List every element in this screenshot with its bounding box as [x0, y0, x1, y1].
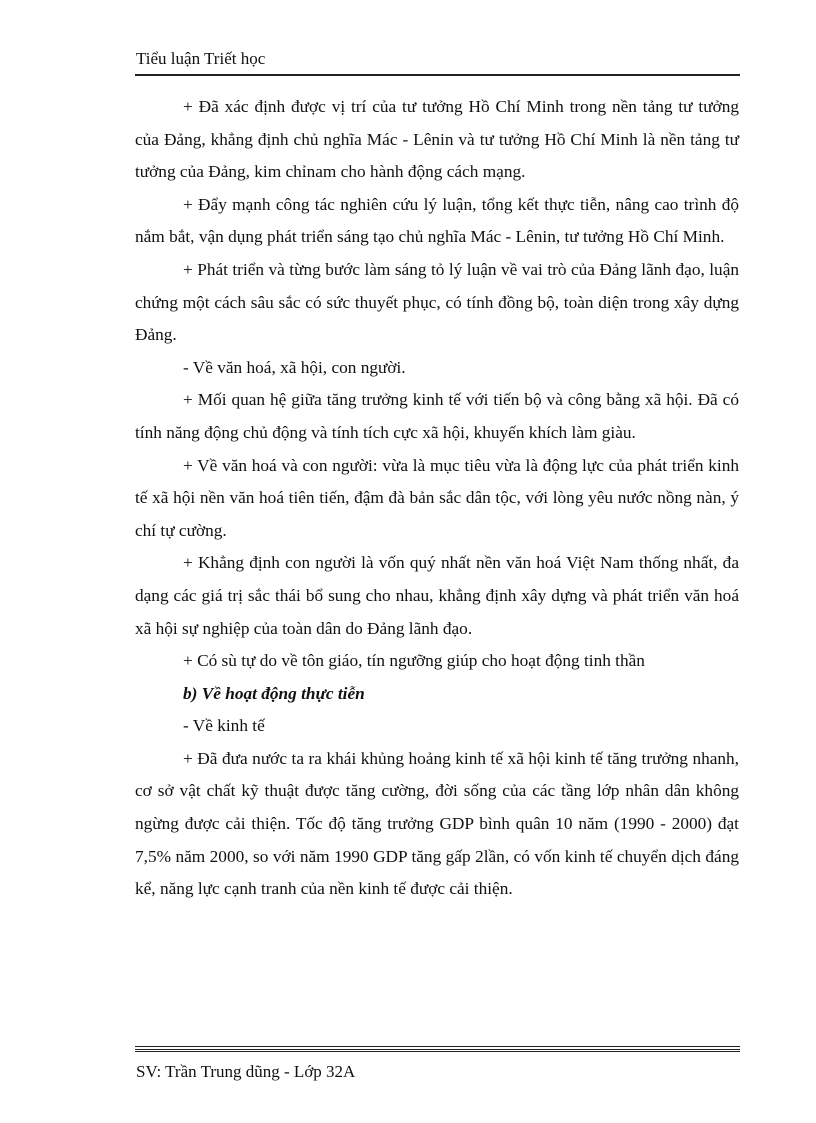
page-footer [135, 1046, 740, 1083]
footer-divider [135, 1046, 740, 1052]
paragraph-culture-people: + Về văn hoá và con người: vừa là mục tiêu vừa là động lực của phát triển kinh tế xã hội nền văn hoá tiên tiến, đậm đà bản sắc dân tộc, với lòng yêu nước nồng nàn, ý chí tự cường. [135, 455, 739, 540]
paragraph-party-role: + Phát triển và từng bước làm sáng tỏ lý luận về vai trò của Đảng lãnh đạo, luận chứng một cách sâu sắc có sức thuyết phục, có tính đồng bộ, toàn diện trong xây dựng Đảng. [135, 259, 739, 345]
paragraph-theory-research: + Đẩy mạnh công tác nghiên cứu lý luận, tổng kết thực tiễn, nâng cao trình độ nắm bắt, vận dụng phát triển sáng tạo chủ nghĩa Mác - Lênin, tư tưởng Hồ Chí Minh. [135, 194, 739, 247]
paragraph-human-capital: + Khẳng định con người là vốn quý nhất nền văn hoá Việt Nam thống nhất, đa dạng các giá trị sắc thái bổ sung cho nhau, khẳng định xây dựng và phát triển văn hoá xã hội sự nghiệp của toàn dân do Đảng lãnh đạo. [135, 553, 739, 638]
paragraph-growth-equity: + Mối quan hệ giữa tăng trưởng kinh tế với tiến bộ và công bằng xã hội. Đã có tính năng động chủ động và tính tích cực xã hội, khuyến khích làm giàu. [135, 390, 739, 442]
footer-author: SV: Trần Trung dũng - Lớp 32A [136, 1062, 356, 1081]
paragraph-economic-growth: + Đã đưa nước ta ra khái khủng hoảng kinh tế xã hội kinh tế tăng trưởng nhanh, cơ sở vật chất kỹ thuật được tăng cường, đời sống của các tầng lớp nhân dân không ngừng được cải thiện. Tốc độ tăng trưởng GDP bình quân 10 năm (1990 - 2000) đạt 7,5% năm 2000, so với năm 1990 GDP tăng gấp 2lần, có vốn kinh tế chuyển dịch đáng kể, năng lực cạnh tranh của nền kinh tế được cải thiện. [135, 748, 739, 899]
header-divider [135, 71, 740, 76]
page-header [135, 48, 740, 76]
header-title: Tiểu luận Triết học [136, 49, 266, 68]
paragraph-culture-society-heading: - Về văn hoá, xã hội, con người. [183, 357, 406, 377]
paragraph-economy-heading: - Về kinh tế [183, 716, 265, 736]
document-body [135, 91, 739, 906]
paragraph-marxism-foundation: + Đã xác định được vị trí của tư tưởng Hồ Chí Minh trong nền tảng tư tưởng của Đảng, khẳng định chủ nghĩa Mác - Lênin và tư tưởng Hồ Chí Minh là nền tảng tư tưởng của Đảng, kim chỉnam cho hành động cách mạng. [135, 97, 739, 182]
section-heading-practice: b) Về hoạt động thực tiễn [183, 683, 365, 703]
paragraph-religion: + Có sù tự do về tôn giáo, tín ngưỡng giúp cho hoạt động tinh thần [183, 651, 645, 671]
